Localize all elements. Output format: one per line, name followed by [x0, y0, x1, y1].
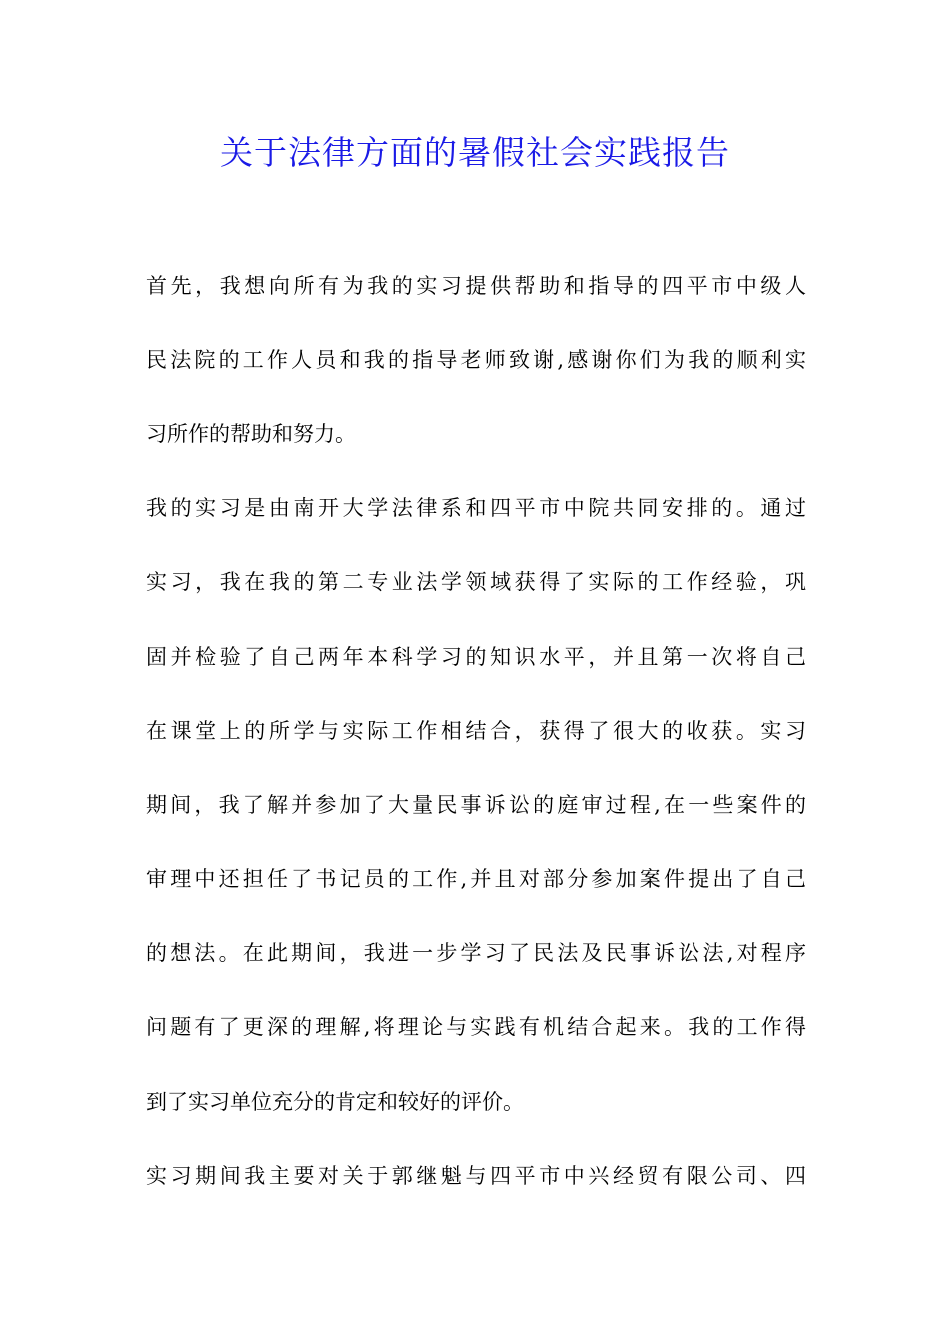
paragraph-1-line-1: 首先，我想向所有为我的实习提供帮助和指导的四平市中级人 [146, 274, 806, 298]
paragraph-2-line-4: 在课堂上的所学与实际工作相结合，获得了很大的收获。实习 [146, 719, 806, 743]
paragraph-2-line-5: 期间，我了解并参加了大量民事诉讼的庭审过程,在一些案件的 [146, 793, 806, 817]
paragraph-2-line-7: 的想法。在此期间，我进一步学习了民法及民事诉讼法,对程序 [146, 941, 806, 965]
document-title: 关于法律方面的暑假社会实践报告 [220, 133, 730, 172]
paragraph-2-line-3: 固并检验了自己两年本科学习的知识水平，并且第一次将自己 [146, 645, 806, 669]
paragraph-2-line-1: 我的实习是由南开大学法律系和四平市中院共同安排的。通过 [146, 496, 806, 520]
paragraph-1-line-3: 习所作的帮助和努力。 [146, 422, 356, 446]
paragraph-1-line-2: 民法院的工作人员和我的指导老师致谢,感谢你们为我的顺利实 [146, 348, 806, 372]
paragraph-2-line-2: 实习，我在我的第二专业法学领域获得了实际的工作经验，巩 [146, 570, 806, 594]
paragraph-3-line-1: 实习期间我主要对关于郭继魁与四平市中兴经贸有限公司、四 [146, 1164, 806, 1188]
paragraph-2-line-8: 问题有了更深的理解,将理论与实践有机结合起来。我的工作得 [146, 1015, 806, 1039]
paragraph-2-line-6: 审理中还担任了书记员的工作,并且对部分参加案件提出了自己 [146, 867, 806, 891]
paragraph-2-line-9: 到了实习单位充分的肯定和较好的评价。 [146, 1090, 524, 1114]
